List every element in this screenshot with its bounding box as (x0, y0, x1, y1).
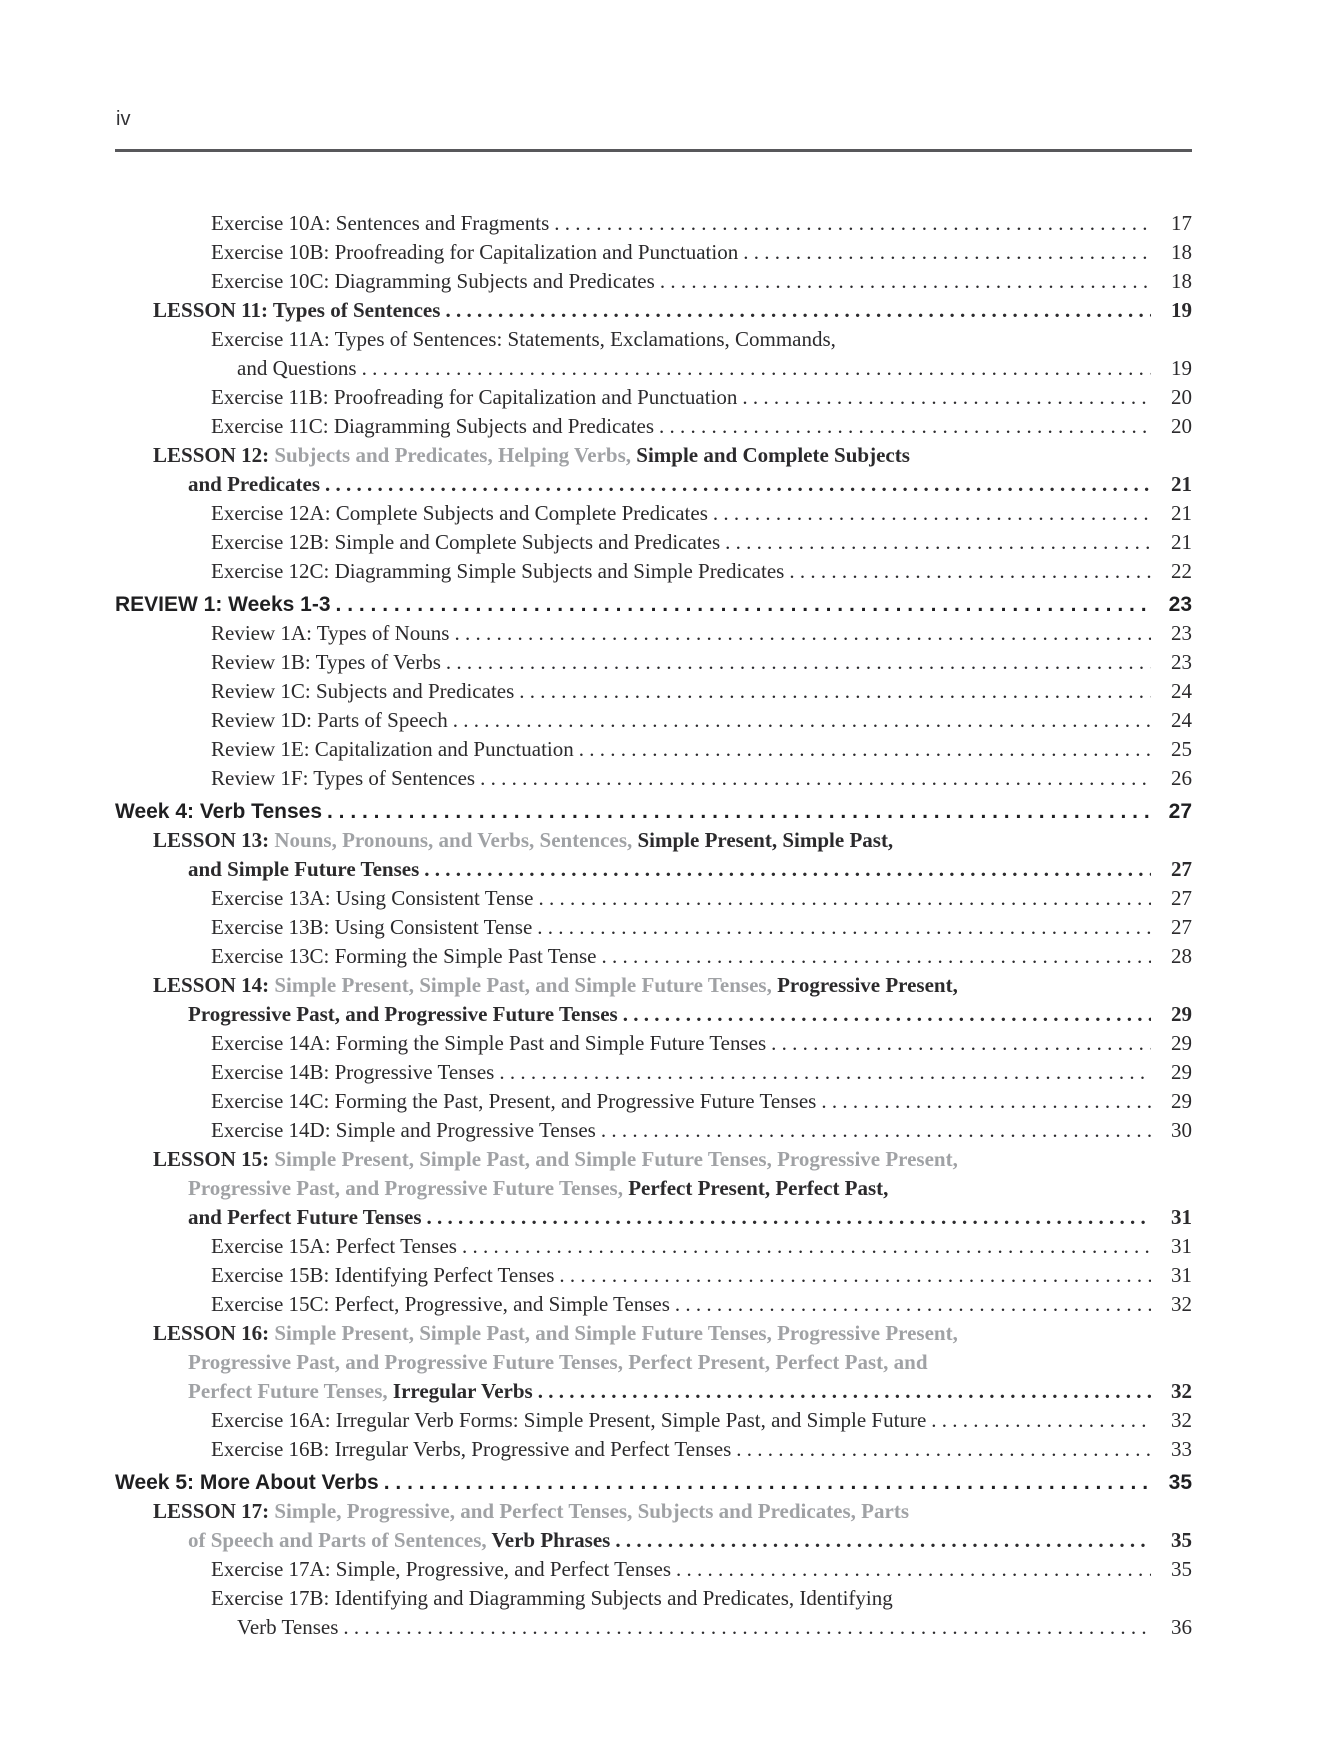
toc-page-number: 31 (1171, 1263, 1192, 1287)
toc-entry-title (115, 238, 738, 267)
toc-title-segment: Exercise 17B: Identifying and Diagramming Subjects and Predicates, Identifying (211, 1586, 893, 1610)
toc-entry-title (115, 1406, 926, 1435)
toc-page-number: 21 (1171, 501, 1192, 525)
toc-entry-title (115, 1029, 766, 1058)
toc-title-segment-review-topics: Perfect Future Tenses, (188, 1379, 393, 1403)
toc-page-number: 23 (1171, 650, 1192, 674)
toc-page-number: 35 (1168, 1471, 1192, 1494)
toc-title-segment-review-topics: Subjects and Predicates, Helping Verbs, (274, 443, 637, 467)
toc-title-segment: Week 4: Verb Tenses (115, 800, 322, 823)
toc-leader-dots (554, 1261, 1151, 1290)
toc-entry-title (115, 209, 549, 238)
toc-title-segment: Exercise 11C: Diagramming Subjects and Predicates (211, 414, 655, 438)
toc-title-segment-review-topics: of Speech and Parts of Sentences, (188, 1528, 492, 1552)
toc-title-segment: Exercise 10B: Proofreading for Capitalization and Punctuation (211, 240, 739, 264)
toc-title-segment: Perfect Present, Perfect Past, (628, 1176, 889, 1200)
toc-entry (115, 1261, 1192, 1290)
toc-leader-dots (816, 1087, 1151, 1116)
toc-title-segment: Review 1E: Capitalization and Punctuation (211, 737, 574, 761)
toc-page-number: 20 (1171, 414, 1192, 438)
toc-leader-dots (610, 1526, 1151, 1555)
toc-page-number: 27 (1171, 857, 1192, 881)
toc-entry (115, 441, 1192, 470)
toc-entry (115, 267, 1192, 296)
toc-title-segment-review-topics: Nouns, Pronouns, and Verbs, Sentences, (274, 828, 638, 852)
toc-entry (115, 1058, 1192, 1087)
toc-entry (115, 557, 1192, 586)
toc-entry (115, 735, 1192, 764)
toc-title-segment: Verb Phrases (491, 1528, 611, 1552)
toc-entry (115, 1348, 1192, 1377)
toc-entry (115, 1029, 1192, 1058)
toc-leader-dots (532, 913, 1151, 942)
toc-entry-title (115, 1232, 457, 1261)
toc-leader-dots (449, 619, 1151, 648)
toc-title-segment: and Perfect Future Tenses (188, 1205, 422, 1229)
toc-entry (115, 706, 1192, 735)
toc-leader-dots (331, 590, 1151, 619)
toc-entry-title (115, 942, 596, 971)
toc-page-number: 35 (1171, 1557, 1192, 1581)
toc-page-number: 21 (1171, 472, 1192, 496)
toc-entry-title (115, 826, 893, 855)
toc-entry (115, 1555, 1192, 1584)
toc-entry (115, 1174, 1192, 1203)
toc-entry (115, 677, 1192, 706)
toc-title-segment: LESSON 16: (153, 1321, 275, 1345)
toc-page-number: 22 (1171, 559, 1192, 583)
toc-leader-dots (708, 499, 1151, 528)
toc-entry-title (115, 590, 331, 619)
toc-leader-dots (720, 528, 1151, 557)
toc-entry-title (115, 1613, 338, 1642)
toc-entry-title (115, 354, 357, 383)
toc-entry (115, 1087, 1192, 1116)
toc-entry-title (115, 383, 737, 412)
toc-entry (115, 1290, 1192, 1319)
toc-entry-title (115, 1468, 379, 1497)
toc-title-segment: Review 1B: Types of Verbs (211, 650, 441, 674)
toc-page-number: 29 (1171, 1089, 1192, 1113)
toc-title-segment: Exercise 14C: Forming the Past, Present, and Progressive Future Tenses (211, 1089, 817, 1113)
toc-entry (115, 826, 1192, 855)
toc-entry (115, 884, 1192, 913)
toc-title-segment: Exercise 15C: Perfect, Progressive, and Simple Tenses (211, 1292, 670, 1316)
toc-leader-dots (618, 1000, 1151, 1029)
toc-entry-title (115, 1203, 422, 1232)
toc-leader-dots (655, 267, 1151, 296)
toc-page-number: 31 (1171, 1205, 1192, 1229)
toc-leader-dots (670, 1290, 1151, 1319)
toc-title-segment: and Simple Future Tenses (188, 857, 420, 881)
toc-page-number: 29 (1171, 1002, 1192, 1026)
toc-page-number: 33 (1171, 1437, 1192, 1461)
toc-title-segment: Irregular Verbs (392, 1379, 533, 1403)
toc-entry (115, 528, 1192, 557)
toc-entry-title (115, 557, 784, 586)
toc-page-number: 19 (1171, 356, 1192, 380)
toc-leader-dots (514, 677, 1151, 706)
toc-entry-title (115, 441, 910, 470)
toc-title-segment: Exercise 13A: Using Consistent Tense (211, 886, 534, 910)
toc-entry (115, 1468, 1192, 1497)
toc-entry (115, 619, 1192, 648)
toc-entry-title (115, 1319, 958, 1348)
toc-leader-dots (533, 1377, 1151, 1406)
toc-entry-title (115, 1087, 816, 1116)
toc-title-segment: Exercise 14A: Forming the Simple Past and Simple Future Tenses (211, 1031, 767, 1055)
toc-leader-dots (338, 1613, 1151, 1642)
toc-entry-title (115, 470, 320, 499)
toc-entry-title (115, 1526, 610, 1555)
toc-entry (115, 1435, 1192, 1464)
toc-leader-dots (419, 855, 1151, 884)
toc-title-segment: LESSON 13: (153, 828, 275, 852)
toc-title-segment: and Predicates (188, 472, 321, 496)
toc-page-number: 23 (1168, 593, 1192, 616)
toc-leader-dots (784, 557, 1151, 586)
toc-leader-dots (448, 706, 1151, 735)
toc-entry (115, 590, 1192, 619)
toc-entry-title (115, 735, 574, 764)
toc-entry (115, 942, 1192, 971)
toc-leader-dots (766, 1029, 1151, 1058)
toc-title-segment: LESSON 15: (153, 1147, 275, 1171)
toc-title-segment: Week 5: More About Verbs (115, 1471, 379, 1494)
toc-page-number: 30 (1171, 1118, 1192, 1142)
toc-title-segment: Exercise 13B: Using Consistent Tense (211, 915, 533, 939)
toc-entry (115, 354, 1192, 383)
toc-title-segment: Exercise 12C: Diagramming Simple Subjects and Simple Predicates (211, 559, 785, 583)
toc-title-segment: Review 1C: Subjects and Predicates (211, 679, 515, 703)
toc-entry-title (115, 325, 836, 354)
toc-entry (115, 238, 1192, 267)
toc-title-segment: Exercise 17A: Simple, Progressive, and Perfect Tenses (211, 1557, 672, 1581)
toc-title-segment: Exercise 14B: Progressive Tenses (211, 1060, 495, 1084)
toc-title-segment: LESSON 14: (153, 973, 275, 997)
toc-leader-dots (379, 1468, 1151, 1497)
toc-title-segment: Exercise 10A: Sentences and Fragments (211, 211, 550, 235)
toc-page-number: 35 (1171, 1528, 1192, 1552)
toc-title-segment: LESSON 11: Types of Sentences (153, 298, 441, 322)
toc-entry (115, 1377, 1192, 1406)
toc-page-number: 26 (1171, 766, 1192, 790)
toc-title-segment-review-topics: Progressive Past, and Progressive Future Tenses, (188, 1176, 629, 1200)
toc-leader-dots (549, 209, 1151, 238)
toc-entry (115, 1584, 1192, 1613)
toc-title-segment: Exercise 13C: Forming the Simple Past Tense (211, 944, 597, 968)
toc-entry (115, 797, 1192, 826)
toc-entry-title (115, 499, 708, 528)
toc-leader-dots (926, 1406, 1151, 1435)
toc-title-segment: Progressive Past, and Progressive Future Tenses (188, 1002, 618, 1026)
toc-leader-dots (422, 1203, 1151, 1232)
toc-entry-title (115, 797, 322, 826)
toc-title-segment: Verb Tenses (237, 1615, 339, 1639)
toc-title-segment-review-topics: Simple Present, Simple Past, and Simple Future Tenses, Progressive Present, (274, 1321, 958, 1345)
toc-entry-title (115, 1435, 731, 1464)
toc-entry-title (115, 528, 720, 557)
toc-title-segment: Exercise 10C: Diagramming Subjects and Predicates (211, 269, 655, 293)
toc-page-number: 24 (1171, 679, 1192, 703)
toc-entry-title (115, 412, 654, 441)
toc-title-segment: Review 1D: Parts of Speech (211, 708, 448, 732)
toc-title-segment: Exercise 15B: Identifying Perfect Tenses (211, 1263, 555, 1287)
toc-leader-dots (322, 797, 1151, 826)
toc-entry (115, 1406, 1192, 1435)
toc-page-number: 32 (1171, 1408, 1192, 1432)
toc-title-segment: Exercise 14D: Simple and Progressive Tenses (211, 1118, 596, 1142)
toc-entry (115, 913, 1192, 942)
toc-page-number: 18 (1171, 240, 1192, 264)
toc-entry (115, 1000, 1192, 1029)
toc-title-segment: Exercise 16B: Irregular Verbs, Progressive and Perfect Tenses (211, 1437, 732, 1461)
toc-leader-dots (533, 884, 1151, 913)
toc-entry-title (115, 1116, 596, 1145)
toc-title-segment: Exercise 11A: Types of Sentences: Statements, Exclamations, Commands, (211, 327, 836, 351)
toc-leader-dots (440, 296, 1151, 325)
toc-entry-title (115, 1377, 533, 1406)
toc-title-segment-review-topics: Simple, Progressive, and Perfect Tenses, Subjects and Predicates, Parts (274, 1499, 909, 1523)
toc-title-segment: LESSON 17: (153, 1499, 275, 1523)
toc-entry (115, 412, 1192, 441)
toc-page-number: 25 (1171, 737, 1192, 761)
toc-entry (115, 648, 1192, 677)
toc-page-number: 27 (1171, 886, 1192, 910)
toc-entry (115, 296, 1192, 325)
toc-entry-title (115, 619, 449, 648)
toc-leader-dots (441, 648, 1151, 677)
toc-entry-title (115, 648, 441, 677)
toc-leader-dots (671, 1555, 1151, 1584)
header-rule (115, 149, 1192, 152)
toc-title-segment-review-topics: Progressive Past, and Progressive Future Tenses, Perfect Present, Perfect Past, and (188, 1350, 928, 1374)
toc-entry-title (115, 1000, 618, 1029)
toc-entry-title (115, 1584, 893, 1613)
toc-title-segment: Review 1A: Types of Nouns (211, 621, 450, 645)
toc-entry-title (115, 1497, 909, 1526)
toc-leader-dots (574, 735, 1151, 764)
toc-page-number: 27 (1171, 915, 1192, 939)
toc-entry-title (115, 1555, 671, 1584)
toc-page-number: 32 (1171, 1292, 1192, 1316)
toc-entry (115, 325, 1192, 354)
toc-leader-dots (494, 1058, 1151, 1087)
toc-entry (115, 1145, 1192, 1174)
toc-title-segment: Exercise 12A: Complete Subjects and Complete Predicates (211, 501, 708, 525)
toc-entry-title (115, 1261, 554, 1290)
toc-title-segment: Exercise 16A: Irregular Verb Forms: Simple Present, Simple Past, and Simple Future (211, 1408, 927, 1432)
toc-entry (115, 1613, 1192, 1642)
toc-page-number: 24 (1171, 708, 1192, 732)
toc-page-number: 29 (1171, 1031, 1192, 1055)
table-of-contents (115, 209, 1192, 1642)
toc-page-number: 28 (1171, 944, 1192, 968)
toc-entry-title (115, 884, 533, 913)
toc-title-segment: REVIEW 1: Weeks 1-3 (115, 593, 331, 616)
toc-entry-title (115, 1058, 494, 1087)
toc-entry-title (115, 267, 655, 296)
toc-entry (115, 1116, 1192, 1145)
toc-page-number: 31 (1171, 1234, 1192, 1258)
toc-entry (115, 855, 1192, 884)
toc-page-number: 18 (1171, 269, 1192, 293)
toc-entry-title (115, 706, 448, 735)
toc-entry (115, 383, 1192, 412)
toc-leader-dots (475, 764, 1151, 793)
toc-entry (115, 470, 1192, 499)
toc-entry-title (115, 971, 958, 1000)
toc-entry-title (115, 1348, 928, 1377)
toc-page-number: 20 (1171, 385, 1192, 409)
toc-page-number: 19 (1171, 298, 1192, 322)
toc-leader-dots (357, 354, 1151, 383)
toc-entry (115, 1526, 1192, 1555)
toc-page-number: 29 (1171, 1060, 1192, 1084)
toc-page-number: 17 (1171, 211, 1192, 235)
toc-entry (115, 1203, 1192, 1232)
toc-entry (115, 1497, 1192, 1526)
toc-title-segment: Exercise 15A: Perfect Tenses (211, 1234, 457, 1258)
toc-entry (115, 764, 1192, 793)
toc-entry-title (115, 1174, 888, 1203)
toc-entry-title (115, 296, 440, 325)
toc-page-number: 27 (1168, 800, 1192, 823)
toc-leader-dots (320, 470, 1151, 499)
toc-leader-dots (457, 1232, 1151, 1261)
toc-page-number: 32 (1171, 1379, 1192, 1403)
toc-title-segment: LESSON 12: (153, 443, 275, 467)
page-folio-number: iv (116, 108, 131, 130)
toc-title-segment: Simple Present, Simple Past, (637, 828, 894, 852)
toc-entry-title (115, 764, 475, 793)
toc-entry (115, 1232, 1192, 1261)
toc-leader-dots (738, 238, 1151, 267)
toc-title-segment-review-topics: Simple Present, Simple Past, and Simple Future Tenses, Progressive Present, (274, 1147, 958, 1171)
toc-leader-dots (737, 383, 1151, 412)
toc-title-segment: Progressive Present, (777, 973, 958, 997)
toc-page-number: 23 (1171, 621, 1192, 645)
toc-title-segment: Exercise 12B: Simple and Complete Subjects and Predicates (211, 530, 721, 554)
toc-entry (115, 1319, 1192, 1348)
toc-entry-title (115, 855, 419, 884)
toc-entry-title (115, 1290, 670, 1319)
toc-leader-dots (596, 1116, 1151, 1145)
toc-leader-dots (654, 412, 1151, 441)
toc-entry (115, 971, 1192, 1000)
toc-page-number: 21 (1171, 530, 1192, 554)
toc-title-segment: and Questions (237, 356, 357, 380)
toc-leader-dots (596, 942, 1151, 971)
toc-entry-title (115, 677, 514, 706)
toc-title-segment-review-topics: Simple Present, Simple Past, and Simple Future Tenses, (274, 973, 778, 997)
toc-leader-dots (731, 1435, 1151, 1464)
toc-entry (115, 499, 1192, 528)
toc-title-segment: Review 1F: Types of Sentences (211, 766, 476, 790)
toc-entry (115, 209, 1192, 238)
toc-entry-title (115, 913, 532, 942)
toc-entry-title (115, 1145, 958, 1174)
toc-title-segment: Exercise 11B: Proofreading for Capitalization and Punctuation (211, 385, 738, 409)
toc-page-number: 36 (1171, 1615, 1192, 1639)
toc-title-segment: Simple and Complete Subjects (636, 443, 910, 467)
